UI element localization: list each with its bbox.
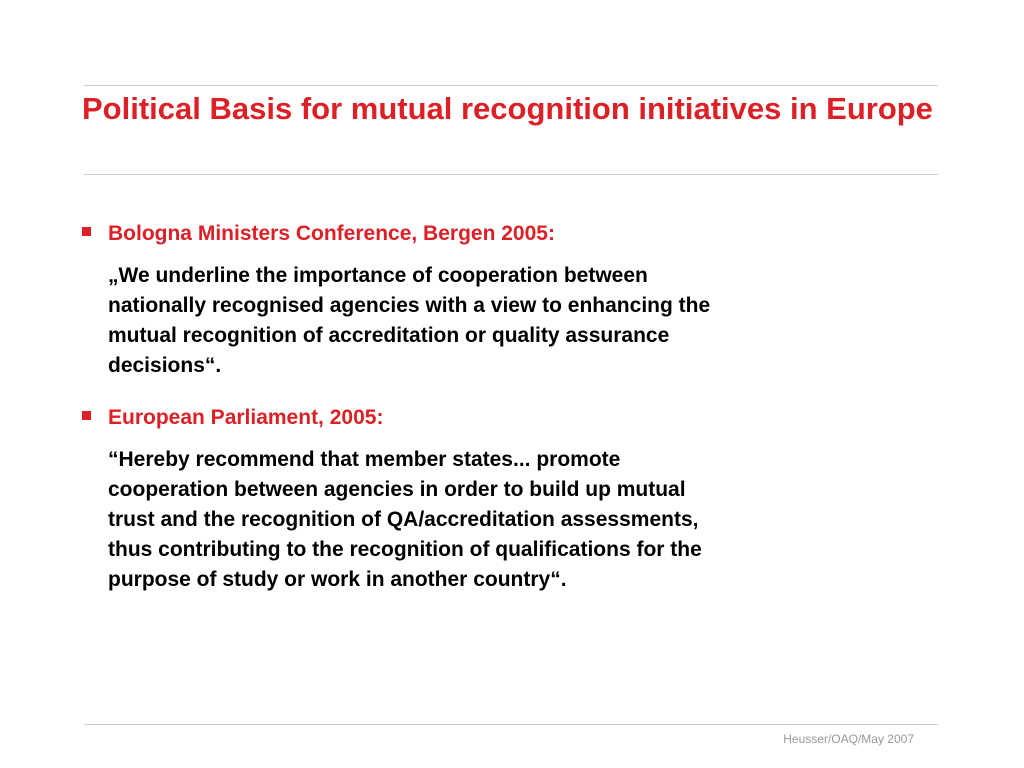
bullet-quote [108,261,898,381]
quote-line: trust and the recognition of QA/accreditation assessments, [108,508,699,531]
footer-divider [84,724,938,725]
quote-line: nationally recognised agencies with a view to enhancing the [108,294,711,317]
bullet-item-bologna [82,219,922,381]
square-bullet-icon [82,227,91,236]
footer-credit: Heusser/OAQ/May 2007 [783,732,914,746]
square-bullet-icon [82,411,91,420]
quote-line: cooperation between agencies in order to build up mutual [108,478,686,501]
quote-line: “Hereby recommend that member states... promote [108,448,621,471]
quote-line: thus contributing to the recognition of qualifications for the [108,538,702,561]
quote-line: „We underline the importance of cooperation between [108,264,648,287]
bullet-row [82,403,922,433]
bullet-item-parliament [82,403,922,595]
bullet-heading: Bologna Ministers Conference, Bergen 2005: [108,222,555,245]
top-divider [84,85,938,86]
slide-title: Political Basis for mutual recognition initiatives in Europe [82,91,933,126]
bullet-heading: European Parliament, 2005: [108,406,384,429]
bullet-row [82,219,922,249]
bullet-quote [108,445,898,595]
quote-line: mutual recognition of accreditation or quality assurance [108,324,670,347]
title-divider [84,174,938,175]
slide-content [82,219,922,617]
quote-line: decisions“. [108,354,222,377]
quote-line: purpose of study or work in another country“. [108,568,567,591]
